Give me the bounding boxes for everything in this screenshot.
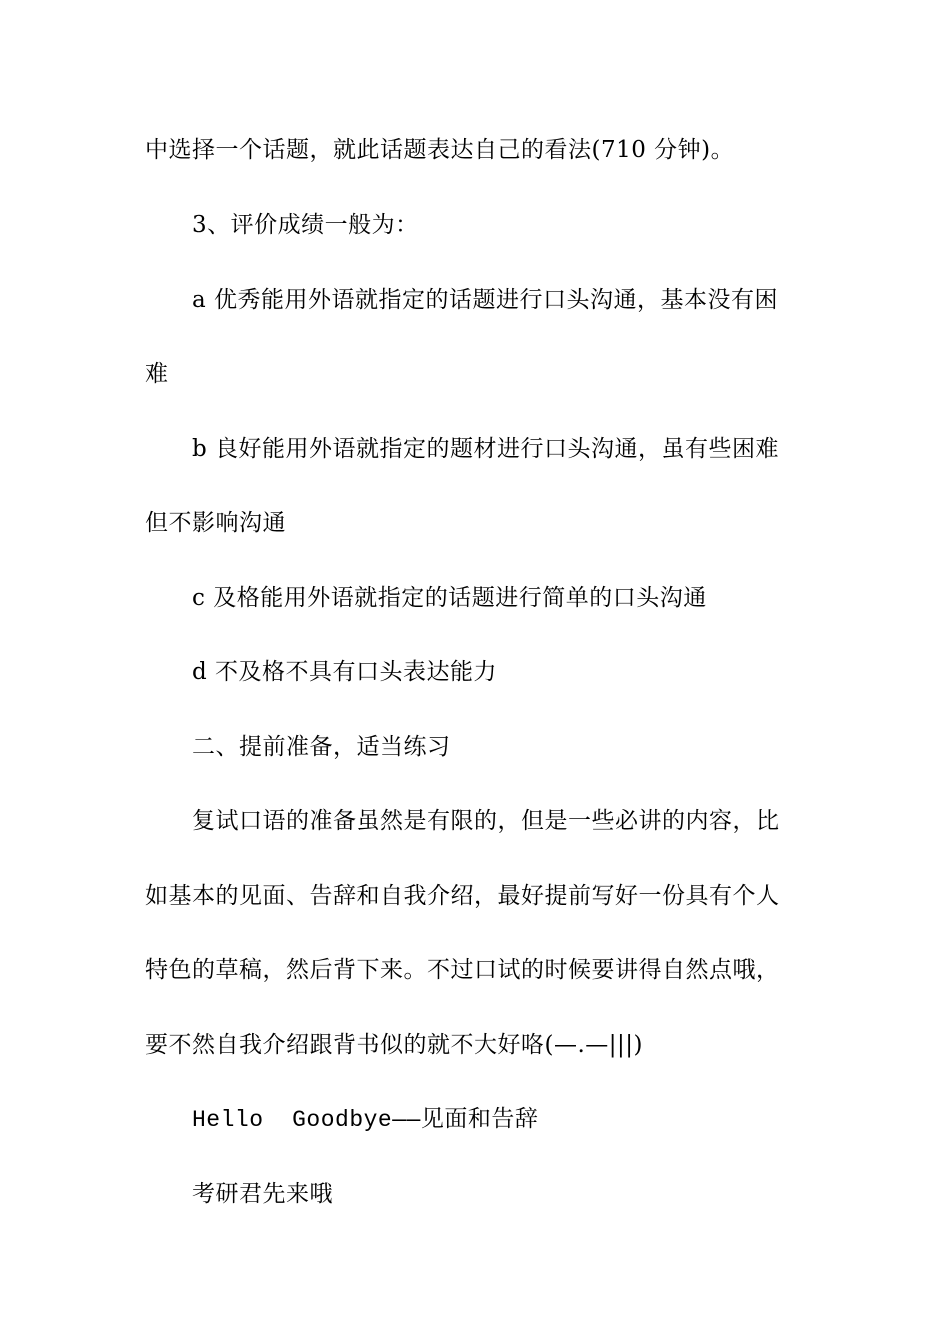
subheading: Hello Goodbye——见面和告辞 [192, 1107, 539, 1133]
grade-item-b: b 良好能用外语就指定的题材进行口头沟通，虽有些困难 [192, 436, 780, 462]
section-heading: 3、评价成绩一般为： [192, 212, 419, 238]
paragraph-line: 难 [145, 361, 169, 387]
grade-item-c: c 及格能用外语就指定的话题进行简单的口头沟通 [192, 585, 707, 611]
paragraph-line: 如基本的见面、告辞和自我介绍，最好提前写好一份具有个人 [145, 883, 780, 909]
paragraph-line: 考研君先来哦 [192, 1181, 333, 1207]
section-heading: 二、提前准备，适当练习 [192, 734, 451, 760]
paragraph-line: 中选择一个话题，就此话题表达自己的看法(710 分钟)。 [145, 137, 735, 163]
paragraph-line: 复试口语的准备虽然是有限的，但是一些必讲的内容，比 [192, 808, 780, 834]
grade-item-a: a 优秀能用外语就指定的话题进行口头沟通，基本没有困 [192, 287, 779, 313]
paragraph-line: 要不然自我介绍跟背书似的就不大好咯(—.—|||) [145, 1032, 644, 1058]
paragraph-line: 但不影响沟通 [145, 510, 286, 536]
grade-item-d: d 不及格不具有口头表达能力 [192, 659, 498, 685]
paragraph-line: 特色的草稿，然后背下来。不过口试的时候要讲得自然点哦， [145, 957, 780, 983]
